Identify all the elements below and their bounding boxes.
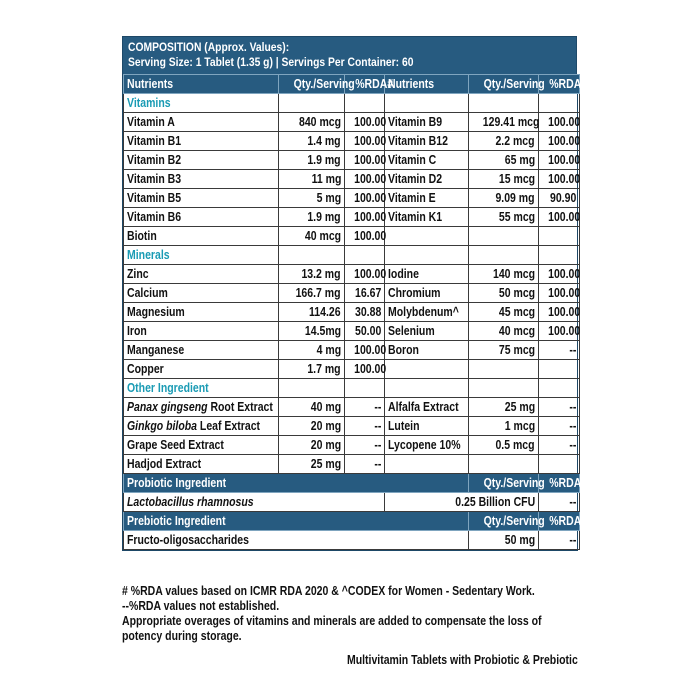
col-nutrients-2: Nutrients (385, 75, 469, 94)
footnote-overages: Appropriate overages of vitamins and minerals are added to compensate the loss of (122, 614, 542, 628)
composition-title: COMPOSITION (Approx. Values): (128, 40, 290, 54)
nutrient-qty: 1.9 mg (279, 208, 345, 227)
product-description: Multivitamin Tablets with Probiotic & Prebiotic (347, 653, 578, 667)
ingredient-name: Lutein (385, 417, 469, 436)
table-cell (279, 379, 345, 398)
ingredient-rda (539, 455, 580, 474)
minerals-row (124, 360, 580, 379)
nutrient-name: Copper (124, 360, 279, 379)
nutrient-name: Vitamin B9 (385, 113, 469, 132)
probiotic-header-row (124, 474, 580, 493)
ingredient-name: Grape Seed Extract (124, 436, 279, 455)
other-ingredient-row (124, 436, 580, 455)
nutrient-rda: 100.00 (345, 227, 385, 246)
nutrient-name: Vitamin D2 (385, 170, 469, 189)
table-cell (345, 94, 385, 113)
nutrient-rda: 100.00 (539, 208, 580, 227)
nutrient-qty: 129.41 mcg (469, 113, 539, 132)
nutrient-name: Vitamin E (385, 189, 469, 208)
nutrient-rda: 100.00 (539, 303, 580, 322)
col-qty-2: Qty./Serving (469, 75, 539, 94)
nutrient-name: Iron (124, 322, 279, 341)
table-cell (279, 94, 345, 113)
minerals-row (124, 341, 580, 360)
ingredient-qty: 20 mg (279, 436, 345, 455)
vitamins-row (124, 113, 580, 132)
ingredient-name (385, 455, 469, 474)
table-cell (469, 94, 539, 113)
nutrient-qty: 840 mcg (279, 113, 345, 132)
nutrient-name: Calcium (124, 284, 279, 303)
vitamins-row (124, 189, 580, 208)
nutrient-qty (469, 227, 539, 246)
nutrient-qty: 40 mcg (469, 322, 539, 341)
table-cell (345, 246, 385, 265)
ingredient-qty: 1 mcg (469, 417, 539, 436)
section-minerals-label: Minerals (124, 246, 279, 265)
ingredient-rda: -- (345, 398, 385, 417)
ingredient-qty: 25 mg (279, 455, 345, 474)
nutrient-qty: 75 mcg (469, 341, 539, 360)
nutrient-rda: 100.00 (345, 189, 385, 208)
nutrient-name: Vitamin B6 (124, 208, 279, 227)
minerals-row (124, 265, 580, 284)
ingredient-name: Panax gingseng Root Extract (124, 398, 279, 417)
nutrient-name: Iodine (385, 265, 469, 284)
minerals-row (124, 303, 580, 322)
vitamins-row (124, 170, 580, 189)
nutrient-qty: 65 mg (469, 151, 539, 170)
minerals-row (124, 322, 580, 341)
probiotic-rda-header: %RDA# (539, 474, 580, 493)
nutrient-name: Vitamin A (124, 113, 279, 132)
nutrient-qty: 1.4 mg (279, 132, 345, 151)
nutrient-name: Vitamin B5 (124, 189, 279, 208)
ingredient-rda: -- (539, 436, 580, 455)
nutrient-qty: 11 mg (279, 170, 345, 189)
nutrient-name: Vitamin B2 (124, 151, 279, 170)
probiotic-qty-header: Qty./Serving (469, 474, 539, 493)
nutrient-rda: 100.00 (539, 322, 580, 341)
nutrient-qty: 166.7 mg (279, 284, 345, 303)
nutrient-rda: 100.00 (345, 113, 385, 132)
nutrient-qty: 50 mcg (469, 284, 539, 303)
nutrient-rda: -- (539, 341, 580, 360)
nutrient-name (385, 360, 469, 379)
nutrition-table (123, 74, 588, 550)
nutrient-rda: 16.67 (345, 284, 385, 303)
col-qty: Qty./Serving (279, 75, 345, 94)
minerals-row (124, 284, 580, 303)
composition-panel (122, 36, 588, 551)
nutrient-qty: 15 mcg (469, 170, 539, 189)
nutrient-qty: 9.09 mg (469, 189, 539, 208)
vitamins-row (124, 208, 580, 227)
prebiotic-header-row (124, 512, 580, 531)
footnote-overages-cont: potency during storage. (122, 629, 242, 643)
nutrient-name: Vitamin B1 (124, 132, 279, 151)
ingredient-rda: -- (345, 455, 385, 474)
ingredient-rda: -- (345, 436, 385, 455)
table-cell (539, 94, 580, 113)
prebiotic-title: Prebiotic Ingredient (124, 512, 469, 531)
nutrient-qty: 13.2 mg (279, 265, 345, 284)
nutrient-qty: 5 mg (279, 189, 345, 208)
nutrient-rda: 90.90 (539, 189, 580, 208)
table-cell (539, 379, 580, 398)
nutrient-qty: 40 mcg (279, 227, 345, 246)
probiotic-rda: -- (539, 493, 580, 512)
nutrient-qty: 55 mcg (469, 208, 539, 227)
table-cell (279, 246, 345, 265)
prebiotic-rda-header: %RDA# (539, 512, 580, 531)
table-cell (469, 246, 539, 265)
nutrient-name: Magnesium (124, 303, 279, 322)
section-minerals (124, 246, 580, 265)
nutrient-rda: 100.00 (345, 360, 385, 379)
nutrient-name: Biotin (124, 227, 279, 246)
other-ingredient-row (124, 455, 580, 474)
nutrient-qty (469, 360, 539, 379)
nutrient-name: Selenium (385, 322, 469, 341)
serving-info: Serving Size: 1 Tablet (1.35 g) | Servings Per Container: 60 (128, 55, 414, 69)
section-other-ingredient-label: Other Ingredient (124, 379, 279, 398)
nutrient-rda: 100.00 (345, 132, 385, 151)
table-cell (469, 379, 539, 398)
nutrient-rda: 100.00 (539, 170, 580, 189)
probiotic-name: Lactobacillus rhamnosus (124, 493, 385, 512)
vitamins-row (124, 132, 580, 151)
nutrient-rda: 100.00 (539, 132, 580, 151)
nutrient-qty: 114.26 (279, 303, 345, 322)
ingredient-name: Ginkgo biloba Leaf Extract (124, 417, 279, 436)
ingredient-qty (469, 455, 539, 474)
nutrient-name: Vitamin B12 (385, 132, 469, 151)
ingredient-qty: 20 mg (279, 417, 345, 436)
nutrient-rda: 100.00 (345, 151, 385, 170)
ingredient-rda: -- (345, 417, 385, 436)
ingredient-name: Alfalfa Extract (385, 398, 469, 417)
nutrient-name: Zinc (124, 265, 279, 284)
prebiotic-row (124, 531, 580, 550)
nutrient-name (385, 227, 469, 246)
nutrient-rda: 100.00 (345, 341, 385, 360)
table-cell (385, 94, 469, 113)
col-nutrients: Nutrients (124, 75, 279, 94)
prebiotic-name: Fructo-oligosaccharides (124, 531, 469, 550)
nutrient-name: Vitamin C (385, 151, 469, 170)
nutrient-qty: 2.2 mcg (469, 132, 539, 151)
nutrient-rda: 100.00 (345, 208, 385, 227)
ingredient-name: Hadjod Extract (124, 455, 279, 474)
ingredient-qty: 0.5 mcg (469, 436, 539, 455)
ingredient-rda: -- (539, 398, 580, 417)
prebiotic-qty: 50 mg (469, 531, 539, 550)
prebiotic-rda: -- (539, 531, 580, 550)
nutrient-qty: 1.7 mg (279, 360, 345, 379)
table-cell (385, 246, 469, 265)
nutrient-qty: 4 mg (279, 341, 345, 360)
nutrient-name: Boron (385, 341, 469, 360)
ingredient-qty: 40 mg (279, 398, 345, 417)
section-other-ingredient (124, 379, 580, 398)
nutrient-rda: 30.88 (345, 303, 385, 322)
column-header-row (124, 75, 580, 94)
nutrient-rda: 100.00 (539, 265, 580, 284)
nutrient-name: Chromium (385, 284, 469, 303)
nutrient-qty: 14.5mg (279, 322, 345, 341)
nutrient-rda: 100.00 (539, 284, 580, 303)
nutrient-qty: 1.9 mg (279, 151, 345, 170)
footnote-not-established: --%RDA values not established. (122, 599, 280, 613)
table-frame (122, 74, 588, 551)
section-vitamins-label: Vitamins (124, 94, 279, 113)
probiotic-row (124, 493, 580, 512)
col-rda: %RDA# (345, 75, 385, 94)
ingredient-rda: -- (539, 417, 580, 436)
footnotes (122, 584, 592, 644)
other-ingredient-row (124, 398, 580, 417)
nutrient-name: Manganese (124, 341, 279, 360)
other-ingredient-row (124, 417, 580, 436)
probiotic-title: Probiotic Ingredient (124, 474, 469, 493)
nutrient-rda: 50.00 (345, 322, 385, 341)
nutrient-name: Molybdenum^ (385, 303, 469, 322)
footnote-rda-basis: # %RDA values based on ICMR RDA 2020 & ^CODEX for Women - Sedentary Work. (122, 584, 535, 598)
col-rda-2: %RDA# (539, 75, 580, 94)
composition-header (122, 36, 577, 74)
vitamins-row (124, 227, 580, 246)
nutrient-rda: 100.00 (345, 170, 385, 189)
nutrient-name: Vitamin K1 (385, 208, 469, 227)
nutrient-name: Vitamin B3 (124, 170, 279, 189)
nutrient-rda: 100.00 (345, 265, 385, 284)
nutrient-rda: 100.00 (539, 113, 580, 132)
table-cell (345, 379, 385, 398)
prebiotic-qty-header: Qty./Serving (469, 512, 539, 531)
ingredient-name: Lycopene 10% (385, 436, 469, 455)
nutrient-rda: 100.00 (539, 151, 580, 170)
section-vitamins (124, 94, 580, 113)
nutrient-qty: 45 mcg (469, 303, 539, 322)
nutrient-qty: 140 mcg (469, 265, 539, 284)
vitamins-row (124, 151, 580, 170)
table-cell (539, 246, 580, 265)
nutrient-rda (539, 360, 580, 379)
probiotic-qty: 0.25 Billion CFU (385, 493, 539, 512)
ingredient-qty: 25 mg (469, 398, 539, 417)
nutrient-rda (539, 227, 580, 246)
table-cell (385, 379, 469, 398)
